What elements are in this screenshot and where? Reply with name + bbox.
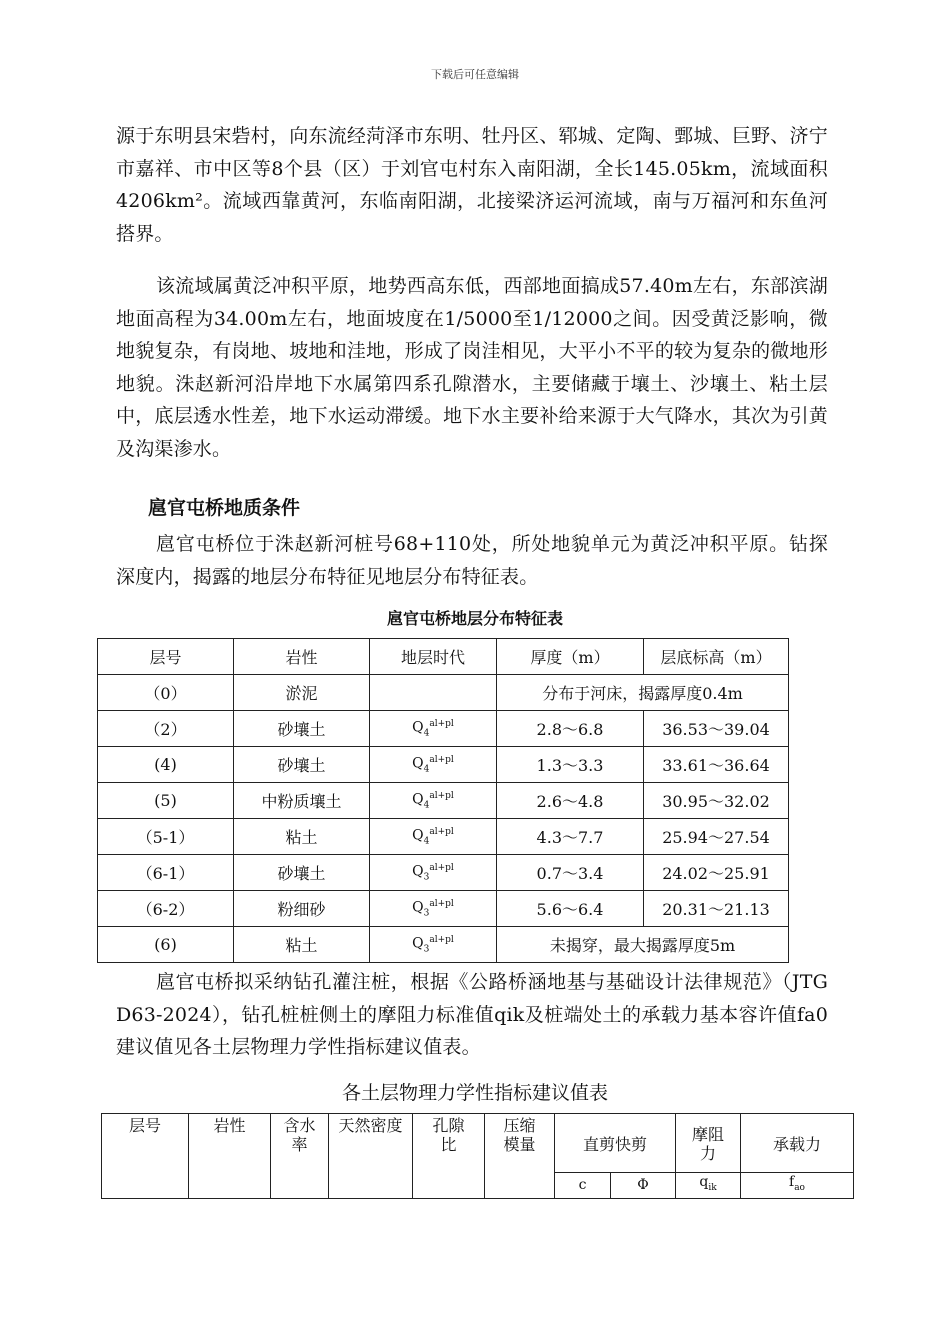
header-cell: 层底标高（m） — [644, 639, 789, 675]
elevation-cell: 24.02～25.91 — [644, 855, 789, 891]
table-row — [98, 927, 789, 963]
header-cell: 层号 — [98, 639, 234, 675]
subheader-cell: $f_{ao}$ — [741, 1173, 854, 1199]
age-cell: $Q_3^{al+pl}$ — [370, 855, 497, 891]
header-cell: 含水率 — [271, 1114, 329, 1199]
thickness-cell: 5.6～6.4 — [497, 891, 644, 927]
age-cell: $Q_4^{al+pl}$ — [370, 711, 497, 747]
table-row — [98, 891, 789, 927]
paragraph-pile-design: 扈官屯桥拟采纳钻孔灌注桩，根据《公路桥涵地基与基础设计法律规范》（JTG D63-2024），钻孔桩桩侧土的摩阻力标准值qik及桩端处土的承载力基本容许值fa0建议值见各土层物理力学性指标建议值表。 — [116, 971, 828, 1058]
header-cell: 厚度（m） — [497, 639, 644, 675]
elevation-cell: 36.53～39.04 — [644, 711, 789, 747]
soil-properties-table — [101, 1113, 854, 1199]
table-row — [98, 747, 789, 783]
layer-cell: （5-1） — [98, 819, 234, 855]
table-row — [98, 675, 789, 711]
lithology-cell: 砂壤土 — [234, 855, 370, 891]
header-cell: 承载力 — [741, 1114, 854, 1173]
lithology-cell: 砂壤土 — [234, 747, 370, 783]
subheader-cell: Φ — [611, 1173, 676, 1199]
layer-cell: (4) — [98, 747, 234, 783]
header-cell: 孔隙比 — [413, 1114, 485, 1199]
lithology-cell: 粘土 — [234, 819, 370, 855]
subheader-cell: $q_{ik}$ — [676, 1173, 741, 1199]
paragraph-bridge-location: 扈官屯桥位于洙赵新河桩号68+110处，所处地貌单元为黄泛冲积平原。钻探深度内，揭露的地层分布特征见地层分布特征表。 — [116, 533, 828, 588]
header-cell: 天然密度 — [329, 1114, 413, 1199]
lithology-cell: 淤泥 — [234, 675, 370, 711]
age-cell: $Q_4^{al+pl}$ — [370, 783, 497, 819]
lithology-cell: 粉细砂 — [234, 891, 370, 927]
note-cell: 未揭穿，最大揭露厚度5m — [497, 927, 789, 963]
layer-cell: (6) — [98, 927, 234, 963]
note-cell: 分布于河床，揭露厚度0.4m — [497, 675, 789, 711]
thickness-cell: 2.8～6.8 — [497, 711, 644, 747]
paragraph-river-description: 源于东明县宋砦村，向东流经菏泽市东明、牡丹区、郓城、定陶、鄄城、巨野、济宁市嘉祥、市中区等8个县（区）于刘官屯村东入南阳湖，全长145.05km，流域面积4206km²。流域西靠黄河，东临南阳湖，北接梁济运河流域，南与万福河和东鱼河搭界。 — [116, 125, 828, 245]
table-header-row — [102, 1114, 854, 1173]
layer-cell: （6-2） — [98, 891, 234, 927]
table1-caption: 扈官屯桥地层分布特征表 — [386, 609, 563, 628]
age-cell — [370, 675, 497, 711]
layer-cell: (5) — [98, 783, 234, 819]
header-cell: 层号 — [102, 1114, 189, 1199]
age-cell: $Q_3^{al+pl}$ — [370, 891, 497, 927]
table-row — [98, 819, 789, 855]
layer-cell: （0） — [98, 675, 234, 711]
subheader-cell: c — [555, 1173, 611, 1199]
header-cell: 直剪快剪 — [555, 1114, 676, 1173]
elevation-cell: 33.61～36.64 — [644, 747, 789, 783]
section-heading: 扈官屯桥地质条件 — [148, 497, 301, 519]
thickness-cell: 2.6～4.8 — [497, 783, 644, 819]
table-row — [98, 855, 789, 891]
elevation-cell: 25.94～27.54 — [644, 819, 789, 855]
paragraph-basin-geology: 该流域属黄泛冲积平原，地势西高东低，西部地面搞成57.40m左右，东部滨湖地面高程为34.00m左右，地面坡度在1/5000至1/12000之间。因受黄泛影响，微地貌复杂，有岗地、坡地和洼地，形成了岗洼相见，大平小不平的较为复杂的微地形地貌。洙赵新河沿岸地下水属第四系孔隙潜水，主要储藏于壤土、沙壤土、粘土层中，底层透水性差，地下水运动滞缓。地下水主要补给来源于大气降水，其次为引黄及沟渠渗水。 — [116, 275, 828, 460]
thickness-cell: 4.3～7.7 — [497, 819, 644, 855]
header-cell: 摩阻力 — [676, 1114, 741, 1173]
table-row — [98, 711, 789, 747]
thickness-cell: 0.7～3.4 — [497, 855, 644, 891]
elevation-cell: 20.31～21.13 — [644, 891, 789, 927]
age-cell: $Q_4^{al+pl}$ — [370, 819, 497, 855]
header-cell: 压缩模量 — [485, 1114, 555, 1199]
header-cell: 岩性 — [234, 639, 370, 675]
page-header: 下载后可任意编辑 — [431, 68, 519, 81]
elevation-cell: 30.95～32.02 — [644, 783, 789, 819]
thickness-cell: 1.3～3.3 — [497, 747, 644, 783]
table-header-row — [98, 639, 789, 675]
lithology-cell: 砂壤土 — [234, 711, 370, 747]
age-cell: $Q_3^{al+pl}$ — [370, 927, 497, 963]
layer-cell: （6-1） — [98, 855, 234, 891]
header-cell: 岩性 — [189, 1114, 271, 1199]
table2-caption: 各土层物理力学性指标建议值表 — [341, 1082, 608, 1104]
table-row — [98, 783, 789, 819]
lithology-cell: 粘土 — [234, 927, 370, 963]
age-cell: $Q_4^{al+pl}$ — [370, 747, 497, 783]
strata-table — [97, 638, 789, 963]
lithology-cell: 中粉质壤土 — [234, 783, 370, 819]
layer-cell: （2） — [98, 711, 234, 747]
header-cell: 地层时代 — [370, 639, 497, 675]
